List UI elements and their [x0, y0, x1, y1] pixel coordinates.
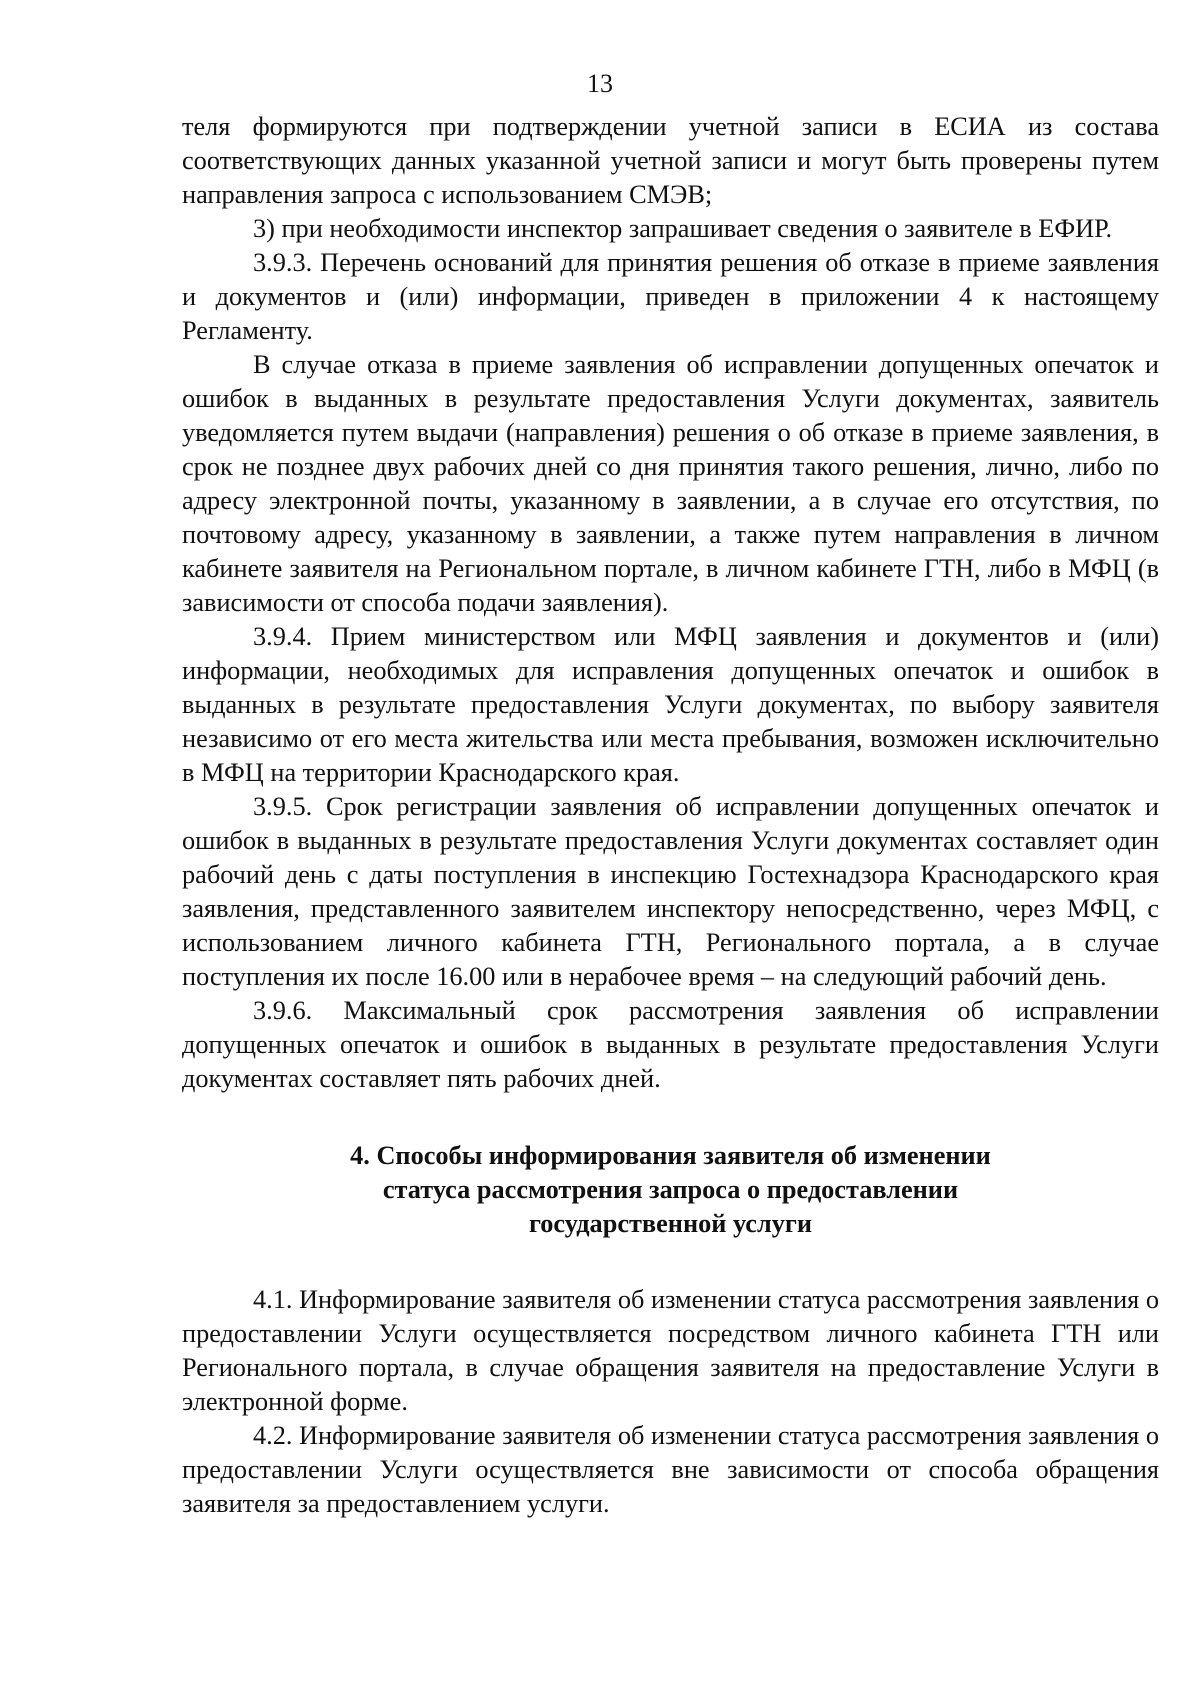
paragraph: В случае отказа в приеме заявления об исправлении допущенных опечаток и ошибок в выданных в результате предоставления Услуги документах, заявитель уведомляется путем выдачи (направления) решения о об отказе в приеме заявления, в срок не позднее двух рабочих дней со дня принятия такого решения, лично, либо по адресу электронной почты, указанному в заявлении, а в случае его отсутствия, по почтовому адресу, указанному в заявлении, а также путем направления в личном кабинете заявителя на Региональном портале, в личном кабинете ГТН, либо в МФЦ (в зависимости от способа подачи заявления). [182, 350, 1159, 617]
paragraph: теля формируются при подтверждении учетной записи в ЕСИА из состава соответствующих данных указанной учетной записи и могут быть проверены путем направления запроса с использованием СМЭВ; [182, 112, 1159, 209]
paragraph: 3) при необходимости инспектор запрашивает сведения о заявителе в ЕФИР. [253, 214, 1113, 243]
paragraph-3-9-5: 3.9.5. Срок регистрации заявления об исправлении допущенных опечаток и ошибок в выданных в результате предоставления Услуги документах составляет один рабочий день с даты поступления в инспекцию Гостехнадзора Краснодарского края заявления, представленного заявителем инспектору непосредственно, через МФЦ, с использованием личного кабинета ГТН, Регионального портала, а в случае поступления их после 16.00 или в нерабочее время – на следующий рабочий день. [182, 792, 1159, 991]
section-heading [182, 1139, 1159, 1241]
section-heading-line: государственной услуги [529, 1209, 812, 1238]
paragraph-4-2: 4.2. Информирование заявителя об изменении статуса рассмотрения заявления о предоставлении Услуги осуществляется вне зависимости от способа обращения заявителя за предоставлением услуги. [182, 1421, 1159, 1518]
section-heading-line: статуса рассмотрения запроса о предоставлении [382, 1175, 959, 1204]
section-heading-line: 4. Способы информирования заявителя об изменении [350, 1141, 991, 1170]
paragraph-3-9-3: 3.9.3. Перечень оснований для принятия решения об отказе в приеме заявления и документов и (или) информации, приведен в приложении 4 к настоящему Регламенту. [182, 248, 1159, 345]
document-body [182, 110, 1159, 1521]
page-number: 13 [587, 69, 613, 98]
paragraph-3-9-4: 3.9.4. Прием министерством или МФЦ заявления и документов и (или) информации, необходимых для исправления допущенных опечаток и ошибок в выданных в результате предоставления Услуги документах, по выбору заявителя независимо от его места жительства или места пребывания, возможен исключительно в МФЦ на территории Краснодарского края. [182, 622, 1159, 787]
paragraph-4-1: 4.1. Информирование заявителя об изменении статуса рассмотрения заявления о предоставлении Услуги осуществляется посредством личного кабинета ГТН или Регионального портала, в случае обращения заявителя на предоставление Услуги в электронной форме. [182, 1285, 1159, 1416]
paragraph-3-9-6: 3.9.6. Максимальный срок рассмотрения заявления об исправлении допущенных опечаток и ошибок в выданных в результате предоставления Услуги документах составляет пять рабочих дней. [182, 996, 1159, 1093]
